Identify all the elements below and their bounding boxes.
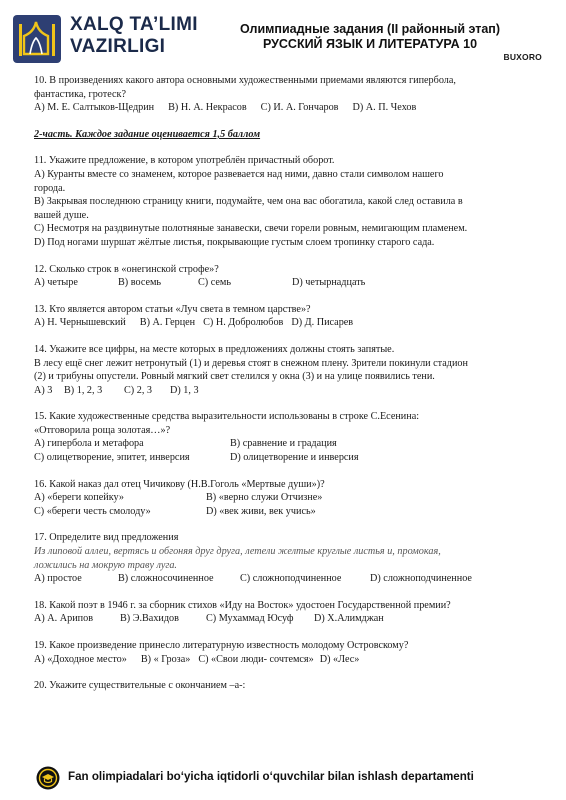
section-heading: 2-часть. Каждое задание оценивается 1,5 баллом	[34, 128, 261, 140]
option-d: D) «Лес»	[319, 653, 360, 665]
option-d: D) четырнадцать	[292, 277, 366, 289]
answer-options-row-2	[34, 505, 534, 519]
question-text: 10. В произведениях какого автора основными художественными приемами являются гипербола,	[34, 75, 456, 86]
option-d: D) Под ногами шуршат жёлтые листья, покрывающие густым слоем тропинку старого сада.	[34, 236, 435, 248]
ministry-logo-text	[70, 14, 198, 58]
question-text: 12. Сколько строк в «онегинской строфе»?	[34, 263, 219, 275]
option-c: С) 2, 3	[124, 384, 153, 396]
page-header	[0, 0, 566, 70]
question-text: 20. Укажите существительные с окончанием –а-:	[34, 680, 246, 692]
option-d: D) 1, 3	[170, 384, 199, 396]
question-text: 13. Кто является автором статьи «Луч света в темном царстве»?	[34, 303, 311, 315]
option-a: А) «Доходное место»	[34, 653, 127, 665]
answer-options-row-2	[34, 451, 534, 465]
option-b: В) А. Герцен	[139, 317, 196, 329]
option-b: В) «верно служи Отчизне»	[206, 492, 323, 504]
question-list	[34, 74, 534, 706]
option-a: А) «береги копейку»	[34, 492, 124, 504]
question-19	[34, 639, 534, 666]
page-title	[200, 22, 540, 52]
question-text: 16. Какой наказ дал отец Чичикову (Н.В.Гоголь «Мертвые души»)?	[34, 478, 325, 490]
option-d: D) «век живи, век учись»	[206, 505, 316, 517]
option-d: D) А. П. Чехов	[352, 102, 417, 114]
option-a: А) М. Е. Салтыков-Щедрин	[34, 102, 155, 114]
option-a: А) А. Арипов	[34, 613, 94, 625]
title-line-2: РУССКИЙ ЯЗЫК И ЛИТЕРАТУРА 10	[262, 37, 478, 51]
option-d: D) олицетворение и инверсия	[230, 452, 359, 464]
question-18	[34, 599, 534, 626]
question-20	[34, 679, 534, 693]
question-11	[34, 154, 534, 249]
footer-text: Fan olimpiadalari bo‘yicha iqtidorli o‘quvchilar bilan ishlash departamenti	[68, 770, 474, 783]
option-c: С) «береги честь смолоду»	[34, 505, 151, 517]
option-c: С) Н. Добролюбов	[203, 317, 284, 329]
answer-options	[34, 653, 534, 667]
option-c: С) сложноподчиненное	[240, 573, 342, 585]
ministry-logo-icon	[12, 14, 62, 64]
question-12	[34, 263, 534, 290]
option-a: А) простое	[34, 573, 82, 585]
question-16	[34, 478, 534, 519]
option-d: D) сложноподчиненное	[370, 573, 472, 585]
question-text: фантастика, гротеск?	[34, 88, 126, 100]
answer-options-row-1	[34, 437, 534, 451]
answer-options	[34, 572, 534, 586]
option-b: В) сравнение и градация	[230, 438, 337, 450]
question-10	[34, 74, 534, 115]
option-c: С) Мухаммад Юсуф	[206, 613, 294, 625]
answer-options	[34, 276, 534, 290]
option-c: С) И. А. Гончаров	[260, 102, 339, 114]
option-b: В) восемь	[118, 277, 162, 289]
option-c: С) семь	[198, 277, 231, 289]
question-text: 18. Какой поэт в 1946 г. за сборник стихов «Иду на Восток» удостоен Государственной премии?	[34, 599, 451, 611]
question-text: 11. Укажите предложение, в котором употреблён причастный оборот.	[34, 155, 335, 167]
question-17	[34, 531, 534, 585]
option-b: В) 1, 2, 3	[64, 384, 103, 396]
page-footer	[0, 760, 566, 800]
option-d: D) Х.Алимджан	[314, 613, 384, 625]
option-a: А) четыре	[34, 277, 78, 289]
option-a: А) Н. Чернышевский	[34, 317, 126, 329]
option-a: А) Куранты вместе со знаменем, которое развевается над ними, давно стали символом нашего	[34, 168, 444, 180]
title-line-1: Олимпиадные задания (II районный этап)	[239, 22, 501, 36]
question-text: 15. Какие художественные средства выразительности использованы в строке С.Есенина:	[34, 411, 420, 423]
answer-options	[34, 612, 534, 626]
question-15	[34, 410, 534, 464]
option-b: В) сложносочиненное	[118, 573, 214, 585]
answer-options	[34, 384, 534, 398]
option-c: С) олицетворение, эпитет, инверсия	[34, 452, 190, 464]
region-label: BUXORO	[503, 52, 542, 62]
option-b: В) « Гроза»	[140, 653, 191, 665]
question-14	[34, 343, 534, 397]
question-passage: В лесу ещё снег лежит нетронутый (1) и деревья стоят в снежном плену. Зрители покинули стадион	[34, 357, 468, 369]
department-emblem-icon	[36, 766, 60, 790]
option-b: В) Э.Вахидов	[120, 613, 179, 625]
answer-options	[34, 316, 534, 330]
option-c: С) Несмотря на раздвинутые полотняные занавески, свечи горели ровным, немигающим пламенем.	[34, 223, 468, 235]
option-d: D) Д. Писарев	[291, 317, 354, 329]
question-text: 19. Какое произведение принесло литературную известность молодому Островскому?	[34, 640, 409, 651]
option-a: А) гипербола и метафора	[34, 438, 144, 450]
question-quote: «Отговорила роща золотая…»?	[34, 424, 171, 436]
option-b-cont: вашей душе.	[34, 209, 89, 221]
option-a: А) 3	[34, 384, 53, 396]
question-passage: (2) и трибуны опустели. Ровный мягкий свет стелился у окна (3) и на улице появились тени.	[34, 371, 435, 383]
question-text: 17. Определите вид предложения	[34, 532, 179, 544]
answer-options-row-1	[34, 491, 534, 505]
logo-line-2: VAZIRLIGI	[70, 36, 166, 57]
question-sentence: Из липовой аллеи, вертясь и обгоняя друг друга, летели желтые круглые листья и, промокая,	[34, 546, 441, 558]
question-13	[34, 303, 534, 330]
option-b: В) Н. А. Некрасов	[168, 102, 247, 114]
question-text: 14. Укажите все цифры, на месте которых в предложениях должны стоять запятые.	[34, 343, 395, 355]
question-sentence: ложились на мокрую траву луга.	[34, 559, 177, 571]
option-b: В) Закрывая последнюю страницу книги, подумайте, чем она вас обогатила, какой след оставила в	[34, 196, 463, 208]
option-c: С) «Свои люди- сочтемся»	[198, 653, 314, 665]
logo-line-1: XALQ TA’LIMI	[70, 14, 198, 35]
answer-options	[34, 101, 534, 115]
option-a-cont: города.	[34, 182, 66, 194]
